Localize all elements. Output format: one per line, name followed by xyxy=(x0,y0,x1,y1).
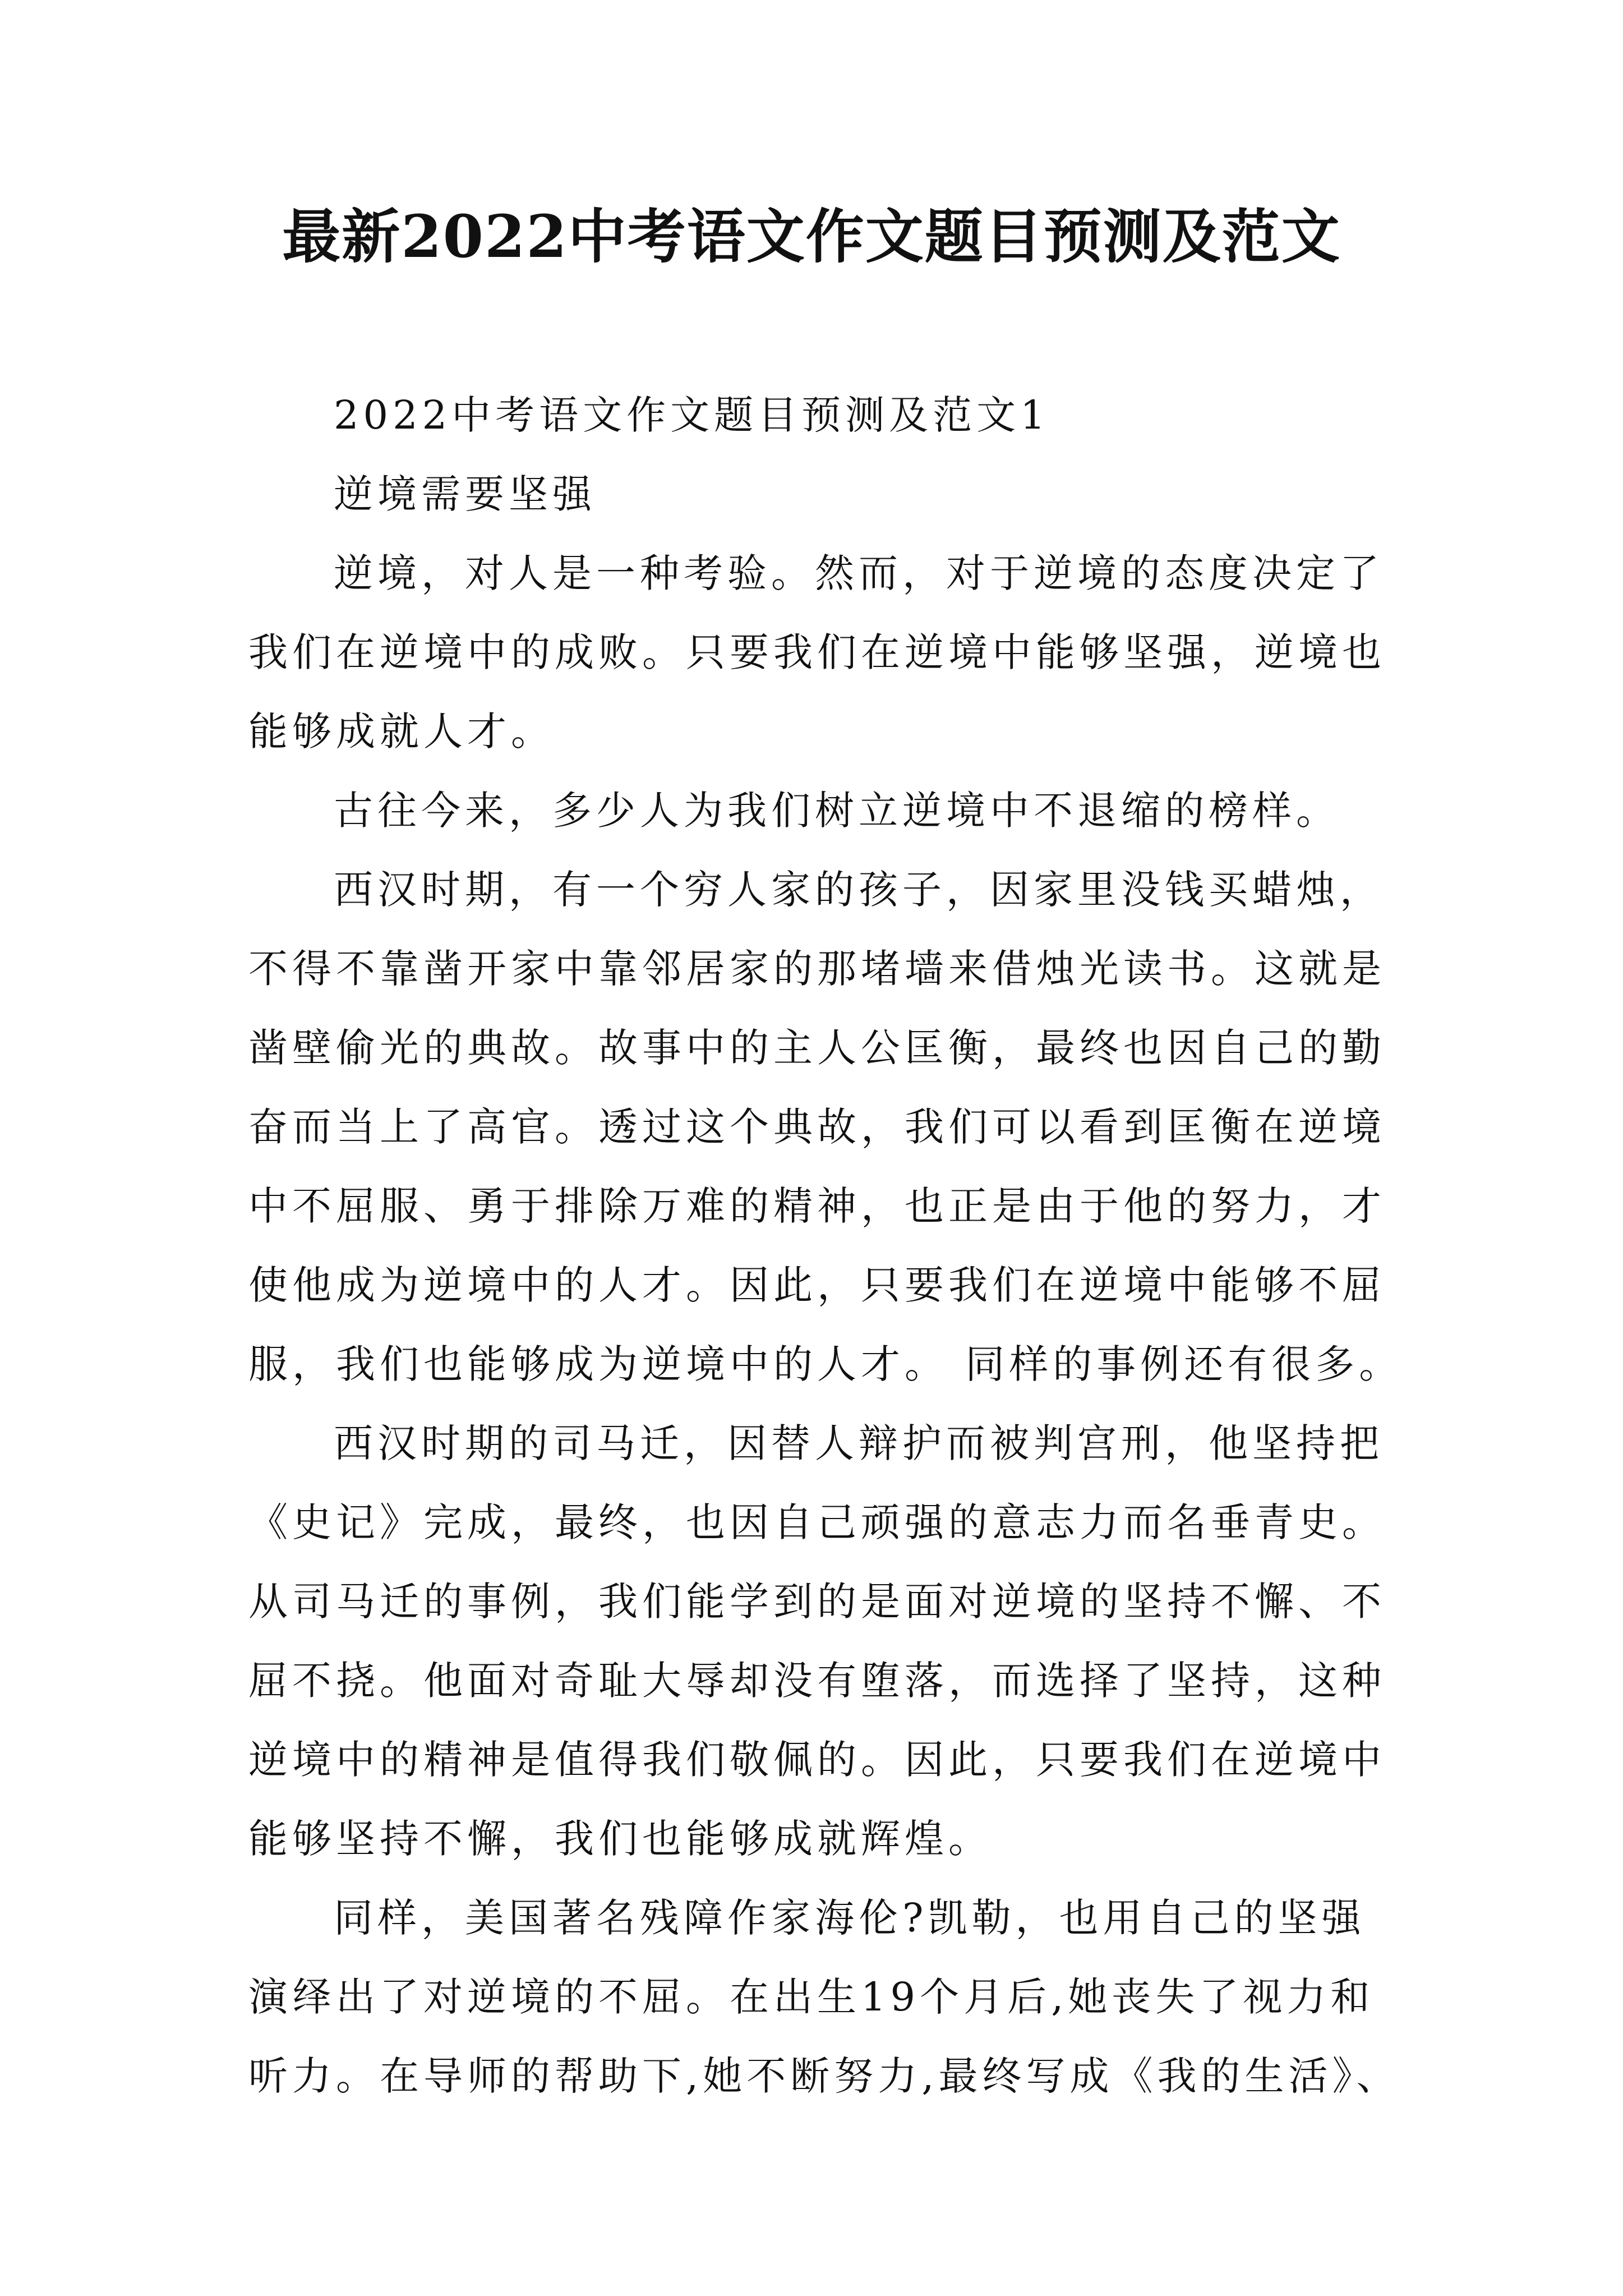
text-line: 不得不靠凿开家中靠邻居家的那堵墙来借烛光读书。这就是 xyxy=(248,946,1386,992)
text-line: 《史记》完成，最终，也因自己顽强的意志力而名垂青史。 xyxy=(248,1499,1386,1545)
text-line: 逆境中的精神是值得我们敬佩的。因此，只要我们在逆境中 xyxy=(248,1737,1386,1783)
text-line: 能够坚持不懈，我们也能够成就辉煌。 xyxy=(248,1816,992,1862)
text-line: 奋而当上了高官。透过这个典故，我们可以看到匡衡在逆境 xyxy=(248,1104,1386,1150)
text-line: 中不屈服、勇于排除万难的精神，也正是由于他的努力，才 xyxy=(248,1183,1386,1229)
text-line: 从司马迁的事例，我们能学到的是面对逆境的坚持不懈、不 xyxy=(248,1579,1386,1625)
text-line: 西汉时期，有一个穷人家的孩子，因家里没钱买蜡烛， xyxy=(334,867,1384,913)
text-line: 2022中考语文作文题目预测及范文1 xyxy=(334,392,1050,438)
document-body xyxy=(248,376,1421,2116)
text-line: 使他成为逆境中的人才。因此，只要我们在逆境中能够不屈 xyxy=(248,1262,1386,1308)
text-line: 屈不挠。他面对奇耻大辱却没有堕落，而选择了坚持，这种 xyxy=(248,1658,1386,1704)
text-line: 同样，美国著名残障作家海伦?凯勒，也用自己的坚强 xyxy=(334,1895,1366,1941)
text-line: 服，我们也能够成为逆境中的人才。 同样的事例还有很多。 xyxy=(248,1341,1403,1387)
text-line: 逆境需要坚强 xyxy=(334,471,596,517)
text-line: 古往今来，多少人为我们树立逆境中不退缩的榜样。 xyxy=(334,788,1340,834)
text-line: 逆境，对人是一种考验。然而，对于逆境的态度决定了 xyxy=(334,550,1384,596)
text-line: 西汉时期的司马迁，因替人辩护而被判宫刑，他坚持把 xyxy=(334,1420,1384,1466)
document-title: 最新2022中考语文作文题目预测及范文 xyxy=(282,202,1341,271)
text-line: 我们在逆境中的成败。只要我们在逆境中能够坚强，逆境也 xyxy=(248,629,1386,675)
text-line: 能够成就人才。 xyxy=(248,708,555,754)
text-line: 凿壁偷光的典故。故事中的主人公匡衡，最终也因自己的勤 xyxy=(248,1025,1386,1071)
text-line: 听力。在导师的帮助下,她不断努力,最终写成《我的生活》、 xyxy=(248,2053,1400,2099)
text-line: 演绎出了对逆境的不屈。在出生19个月后,她丧失了视力和 xyxy=(248,1974,1375,2020)
